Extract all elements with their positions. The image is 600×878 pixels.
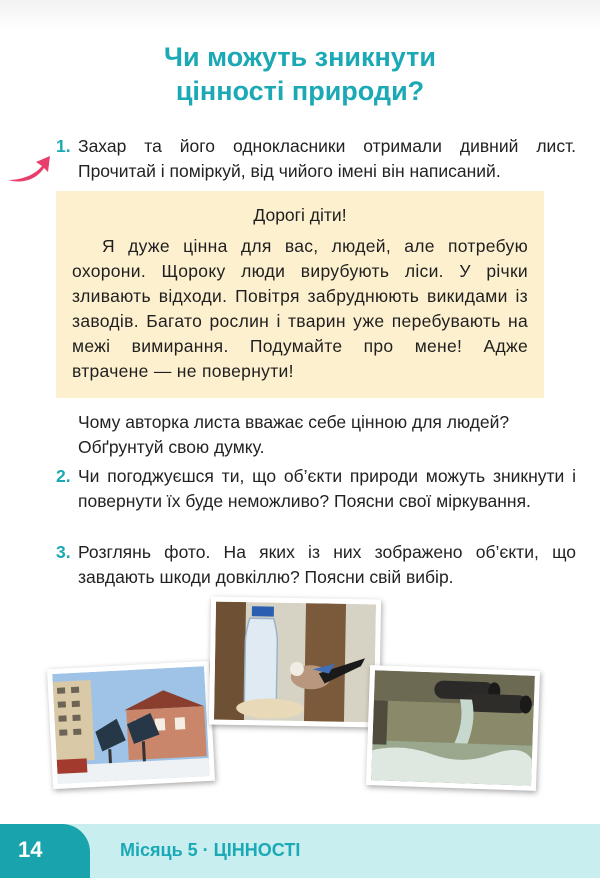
task-number: 3. [56, 542, 71, 562]
letter-greeting: Дорогі діти! [253, 205, 347, 225]
letter-body: Я дуже цінна для вас, людей, але потребую охорони. Щороку люди вирубують ліси. У річки зливають відходи. Повітря забруднюють викидами із заводів. Багато рослин і тварин уже перебувають на межі вимирання. Подумайте про мене! Адже втрачене — не повернути! [72, 236, 528, 381]
task-text: Захар та його однокласники отримали дивний лист. Прочитай і поміркуй, від чийого імені він написаний. [78, 136, 576, 181]
page-title-line-1: Чи можуть зникнути [164, 42, 436, 72]
task-number: 2. [56, 466, 71, 486]
pink-arrow-icon [6, 150, 52, 186]
photo-discharge-pipes [366, 665, 540, 791]
follow-up-question: Чому авторка листа вважає себе цінною для людей? Обґрунтуй свою думку. [78, 412, 510, 457]
photo-bird-feeder [209, 597, 381, 728]
page-title [0, 40, 600, 108]
solar-panels-image [52, 666, 210, 784]
letter-box [56, 191, 544, 398]
task-1 [56, 134, 576, 184]
task-text: Розглянь фото. На яких із них зображено об’єкти, що завдають шкоди довкіллю? Поясни свій вибір. [78, 542, 576, 587]
task-number: 1. [56, 136, 71, 156]
discharge-pipes-image [371, 670, 535, 786]
page-number: 14 [18, 837, 43, 862]
task-2 [56, 464, 576, 514]
page-title-line-2: цінності природи? [175, 76, 425, 106]
top-shade [0, 0, 600, 30]
section-label: Місяць 5 · ЦІННОСТІ [120, 840, 301, 860]
page-number-tab [0, 824, 90, 878]
photo-solar-panels [47, 661, 215, 789]
bird-feeder-image [214, 602, 376, 723]
page-footer [0, 824, 600, 878]
task-3 [56, 540, 576, 590]
task-text: Чи погоджуєшся ти, що об’єкти природи можуть зникнути і повернути їх буде неможливо? Поясни свої міркування. [78, 466, 576, 511]
